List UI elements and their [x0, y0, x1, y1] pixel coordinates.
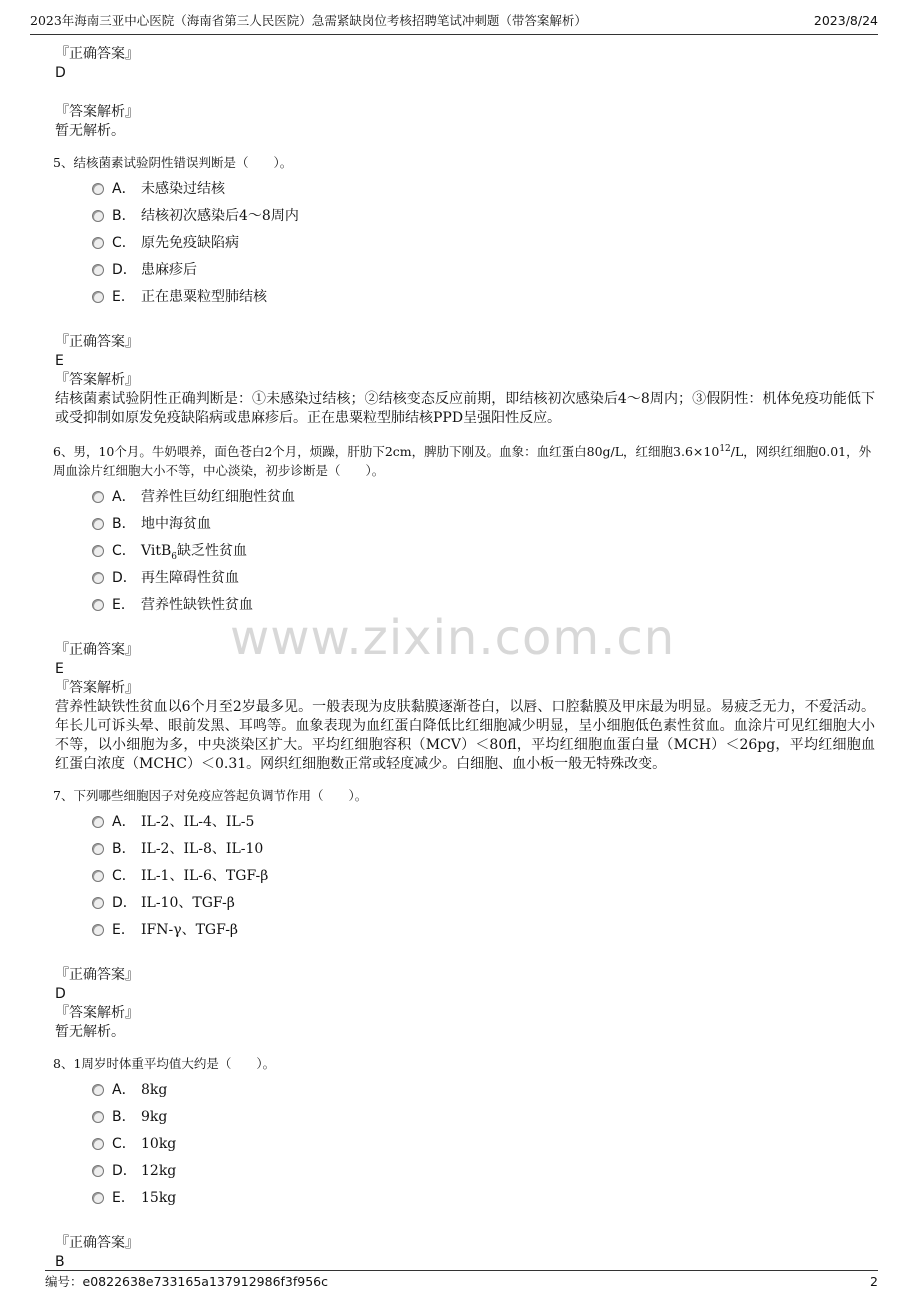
correct-answer-label: 『正确答案』	[55, 46, 139, 62]
analysis-text: 结核菌素试验阴性正确判断是：①未感染过结核；②结核变态反应前期，即结核初次感染后4～8周内；③假阴性：机体免疫功能低下或受抑制如原发免疫缺陷病或患麻疹后。正在患粟粒型肺结核PPD呈强阳性反应。	[55, 391, 875, 426]
options-list	[92, 1077, 875, 1212]
page-number: 2	[870, 1274, 878, 1289]
option-a[interactable]: A． IL-2、IL-4、IL-5	[92, 809, 875, 836]
option-d[interactable]: D． 再生障碍性贫血	[92, 565, 875, 592]
option-d[interactable]: D． 患麻疹后	[92, 257, 875, 284]
options-list	[92, 176, 875, 311]
radio-icon[interactable]	[92, 897, 104, 909]
radio-icon[interactable]	[92, 264, 104, 276]
radio-icon[interactable]	[92, 1111, 104, 1123]
option-e[interactable]: E． 营养性缺铁性贫血	[92, 592, 875, 619]
document-code-label: 编号：	[45, 1274, 83, 1289]
option-d[interactable]: D． IL-10、TGF-β	[92, 890, 875, 917]
radio-icon[interactable]	[92, 518, 104, 530]
correct-answer: E	[55, 353, 64, 369]
option-e[interactable]: E． 正在患粟粒型肺结核	[92, 284, 875, 311]
radio-icon[interactable]	[92, 491, 104, 503]
analysis-label: 『答案解析』	[55, 1005, 139, 1022]
question-stem: 5、结核菌素试验阴性错误判断是（ ）。	[53, 155, 293, 170]
analysis-text: 营养性缺铁性贫血以6个月至2岁最多见。一般表现为皮肤黏膜逐渐苍白，以唇、口腔黏膜及甲床最为明显。易疲乏无力，不爱活动。年长儿可诉头晕、眼前发黑、耳鸣等。血象表现为血红蛋白降低比红细胞减少明显，呈小细胞低色素性贫血。血涂片可见红细胞大小不等，以小细胞为多，中央淡染区扩大。平均红细胞容积（MCV）＜80fl，平均红细胞血蛋白量（MCH）＜26pg，平均红细胞血红蛋白浓度（MCHC）＜0.31。网织红细胞数正常或轻度减少。白细胞、血小板一般无特殊改变。	[55, 699, 875, 773]
options-list	[92, 484, 875, 619]
question-stem: 7、下列哪些细胞因子对免疫应答起负调节作用（ ）。	[53, 788, 368, 804]
option-c[interactable]: C． IL-1、IL-6、TGF-β	[92, 863, 875, 890]
radio-icon[interactable]	[92, 183, 104, 195]
radio-icon[interactable]	[92, 291, 104, 303]
document-code: e0822638e733165a137912986f3f956c	[82, 1274, 329, 1289]
option-c[interactable]: C． VitB$_6$缺乏性贫血	[92, 538, 875, 565]
correct-answer: D	[55, 986, 66, 1003]
correct-answer: D	[55, 65, 66, 81]
document-date: 2023/8/24	[813, 13, 878, 28]
page-header	[30, 12, 878, 35]
options-list	[92, 809, 875, 944]
option-b[interactable]: B． 9kg	[92, 1104, 875, 1131]
radio-icon[interactable]	[92, 237, 104, 249]
option-d[interactable]: D． 12kg	[92, 1158, 875, 1185]
correct-answer-label: 『正确答案』	[55, 967, 139, 984]
radio-icon[interactable]	[92, 1192, 104, 1204]
radio-icon[interactable]	[92, 1165, 104, 1177]
radio-icon[interactable]	[92, 870, 104, 882]
option-b[interactable]: B． 地中海贫血	[92, 511, 875, 538]
radio-icon[interactable]	[92, 1138, 104, 1150]
radio-icon[interactable]	[92, 924, 104, 936]
page-content	[55, 45, 875, 1272]
correct-answer: E	[55, 661, 64, 678]
analysis-text: 暂无解析。	[55, 123, 125, 139]
correct-answer-label: 『正确答案』	[55, 642, 139, 659]
option-a[interactable]: A． 8kg	[92, 1077, 875, 1104]
document-title: 2023年海南三亚中心医院（海南省第三人民医院）急需紧缺岗位考核招聘笔试冲刺题（带答案解析）	[30, 13, 587, 28]
radio-icon[interactable]	[92, 572, 104, 584]
option-b[interactable]: B． IL-2、IL-8、IL-10	[92, 836, 875, 863]
correct-answer-label: 『正确答案』	[55, 1235, 139, 1252]
radio-icon[interactable]	[92, 599, 104, 611]
option-a[interactable]: A． 营养性巨幼红细胞性贫血	[92, 484, 875, 511]
analysis-label: 『答案解析』	[55, 680, 139, 697]
question-stem: 6、男，10个月。牛奶喂养，面色苍白2个月，烦躁，肝肋下2cm，脾肋下刚及。血象：血红蛋白80g/L，红细胞$3.6\times 10^{12}/L$，网织红细胞0.01，外周血涂片红细胞大小不等，中心淡染，初步诊断是（ ）。	[53, 444, 872, 479]
radio-icon[interactable]	[92, 1084, 104, 1096]
analysis-label: 『答案解析』	[55, 104, 139, 120]
radio-icon[interactable]	[92, 545, 104, 557]
radio-icon[interactable]	[92, 816, 104, 828]
option-b[interactable]: B． 结核初次感染后4～8周内	[92, 203, 875, 230]
correct-answer-label: 『正确答案』	[55, 334, 139, 350]
page-footer	[45, 1270, 878, 1290]
analysis-text: 暂无解析。	[55, 1024, 125, 1041]
option-a[interactable]: A． 未感染过结核	[92, 176, 875, 203]
option-e[interactable]: E． 15kg	[92, 1185, 875, 1212]
radio-icon[interactable]	[92, 210, 104, 222]
question-stem: 8、1周岁时体重平均值大约是（ ）。	[53, 1056, 276, 1072]
radio-icon[interactable]	[92, 843, 104, 855]
option-c[interactable]: C． 原先免疫缺陷病	[92, 230, 875, 257]
option-e[interactable]: E． IFN-γ、TGF-β	[92, 917, 875, 944]
watermark: www.zixin.com.cn	[230, 610, 676, 666]
option-c[interactable]: C． 10kg	[92, 1131, 875, 1158]
analysis-label: 『答案解析』	[55, 372, 139, 388]
correct-answer: B	[55, 1254, 65, 1271]
